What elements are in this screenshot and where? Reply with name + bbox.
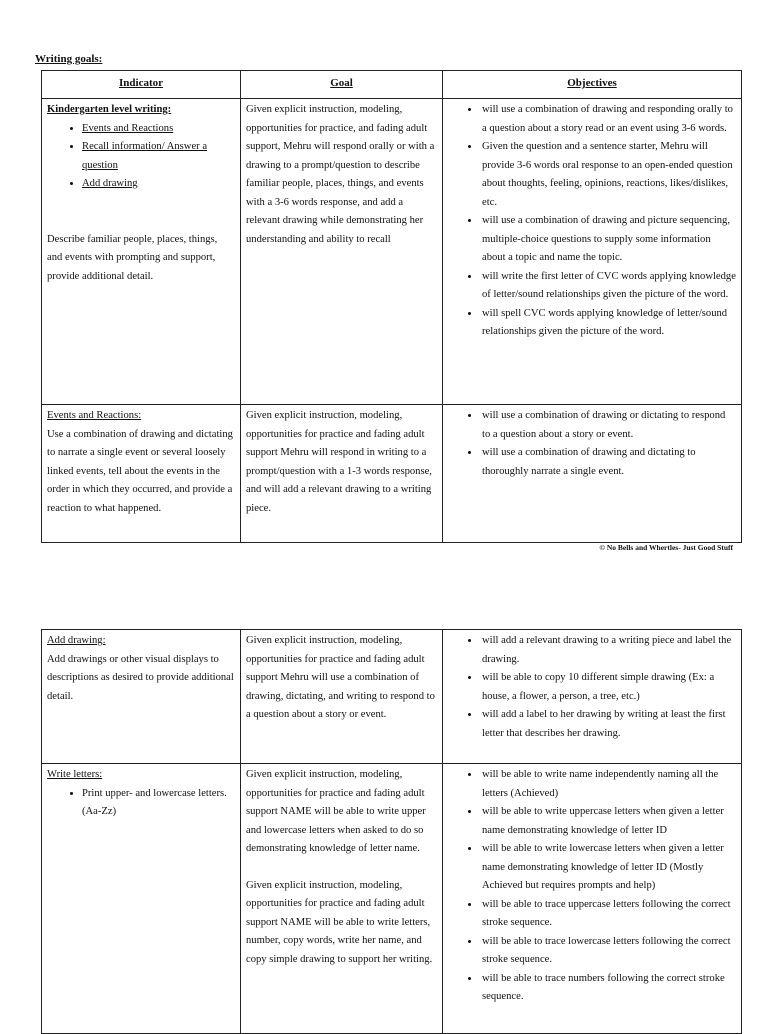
table-row <box>42 630 742 764</box>
objectives-cell <box>443 630 742 764</box>
list-item: • will spell CVC words applying knowledge of letter/sound relationships given the picture of the word. <box>480 305 736 342</box>
indicator-text: Add drawings or other visual displays to descriptions as desired to provide additional detail. <box>47 653 234 702</box>
table-row <box>42 405 742 543</box>
indicator-heading: Write letters: <box>47 769 103 780</box>
indicator-cell <box>42 405 241 543</box>
list-item: • will use a combination of drawing and picture sequencing, multiple-choice questions to supply some information about a topic and name the topic. <box>480 212 736 268</box>
list-item: • will write the first letter of CVC words applying knowledge of letter/sound relationships given the picture of the word. <box>480 268 736 305</box>
goal-text: Given explicit instruction, modeling, opportunities for practice and fading adult support NAME will be able to write upper and lowercase letters when asked to do so demonstrating knowledge of letter name. <box>246 769 426 854</box>
list-item: • Print upper- and lowercase letters. (Aa-Zz) <box>82 785 235 822</box>
table-row <box>42 764 742 1034</box>
list-item: • will be able to write name independently naming all the letters (Achieved) <box>480 766 736 803</box>
goal-cell: Given explicit instruction, modeling, opportunities for practice and fading adult support Mehru will respond in writing to a prompt/question with a 1-3 words response, and will add a relevant drawing to a writing piece. <box>241 405 443 543</box>
objectives-list <box>448 101 736 342</box>
header-goal: Goal <box>241 71 443 99</box>
indicator-list <box>47 120 235 194</box>
list-item: • will be able to copy 10 different simple drawing (Ex: a house, a flower, a person, a tree, etc.) <box>480 669 736 706</box>
list-item: • will be able to write uppercase letters when given a letter name demonstrating knowledge of letter ID <box>480 803 736 840</box>
copyright-credit: © No Bells and Whertles- Just Good Stuff <box>599 543 733 552</box>
page-title: Writing goals: <box>35 53 103 65</box>
indicator-text: Use a combination of drawing and dictating to narrate a single event or several loosely linked events, tell about the events in the order in which they occurred, and provide a reaction to what happened. <box>47 428 233 514</box>
header-row <box>42 71 742 99</box>
list-item: • will be able to trace lowercase letters following the correct stroke sequence. <box>480 933 736 970</box>
indicator-cell <box>42 630 241 764</box>
indicator-heading: Kindergarten level writing: <box>47 104 172 115</box>
objectives-cell <box>443 99 742 405</box>
objectives-cell <box>443 764 742 1034</box>
writing-goals-table-continued <box>41 629 742 1034</box>
indicator-list <box>47 785 235 822</box>
goal-cell <box>241 764 443 1034</box>
goal-cell: Given explicit instruction, modeling, opportunities for practice and fading adult support Mehru will use a combination of drawing, dictating, and writing to respond to a question about a story or event. <box>241 630 443 764</box>
table-row <box>42 99 742 405</box>
list-item: • will be able to write lowercase letters when given a letter name demonstrating knowledge of letter ID (Mostly Achieved but requires prompts and help) <box>480 840 736 896</box>
list-item: • Events and Reactions <box>82 120 235 139</box>
goal-cell: Given explicit instruction, modeling, opportunities for practice, and fading adult support, Mehru will respond orally or with a drawing to a prompt/question to describe familiar people, places, things, and events with a 3-6 words response, and add a relevant drawing while demonstrating her understanding and ability to recall <box>241 99 443 405</box>
indicator-cell <box>42 764 241 1034</box>
objectives-list <box>448 766 736 1007</box>
list-item: • Recall information/ Answer a question <box>82 138 235 175</box>
list-item: • will use a combination of drawing or dictating to respond to a question about a story or event. <box>480 407 736 444</box>
header-objectives: Objectives <box>443 71 742 99</box>
list-item: • will be able to trace numbers following the correct stroke sequence. <box>480 970 736 1007</box>
goal-text: Given explicit instruction, modeling, opportunities for practice and fading adult support NAME will be able to write letters, number, copy words, write her name, and copy simple drawing to support her writing. <box>246 879 433 965</box>
list-item: • will be able to trace uppercase letters following the correct stroke sequence. <box>480 896 736 933</box>
list-item: • Add drawing <box>82 175 235 194</box>
indicator-heading: Add drawing: <box>47 635 106 646</box>
list-item: • will use a combination of drawing and responding orally to a question about a story read or an event using 3-6 words. <box>480 101 736 138</box>
list-item: • will add a relevant drawing to a writing piece and label the drawing. <box>480 632 736 669</box>
list-item: • will use a combination of drawing and dictating to thoroughly narrate a single event. <box>480 444 736 481</box>
indicator-cell <box>42 99 241 405</box>
writing-goals-table <box>41 70 742 543</box>
list-item: • Given the question and a sentence starter, Mehru will provide 3-6 words oral response to an open-ended question about thoughts, feeling, opinions, reactions, likes/dislikes, etc. <box>480 138 736 212</box>
indicator-text: Describe familiar people, places, things, and events with prompting and support, provide additional detail. <box>47 233 218 282</box>
indicator-heading: Events and Reactions: <box>47 410 142 421</box>
objectives-cell <box>443 405 742 543</box>
objectives-list <box>448 407 736 481</box>
list-item: • will add a label to her drawing by writing at least the first letter that describes her drawing. <box>480 706 736 743</box>
objectives-list <box>448 632 736 743</box>
header-indicator: Indicator <box>42 71 241 99</box>
